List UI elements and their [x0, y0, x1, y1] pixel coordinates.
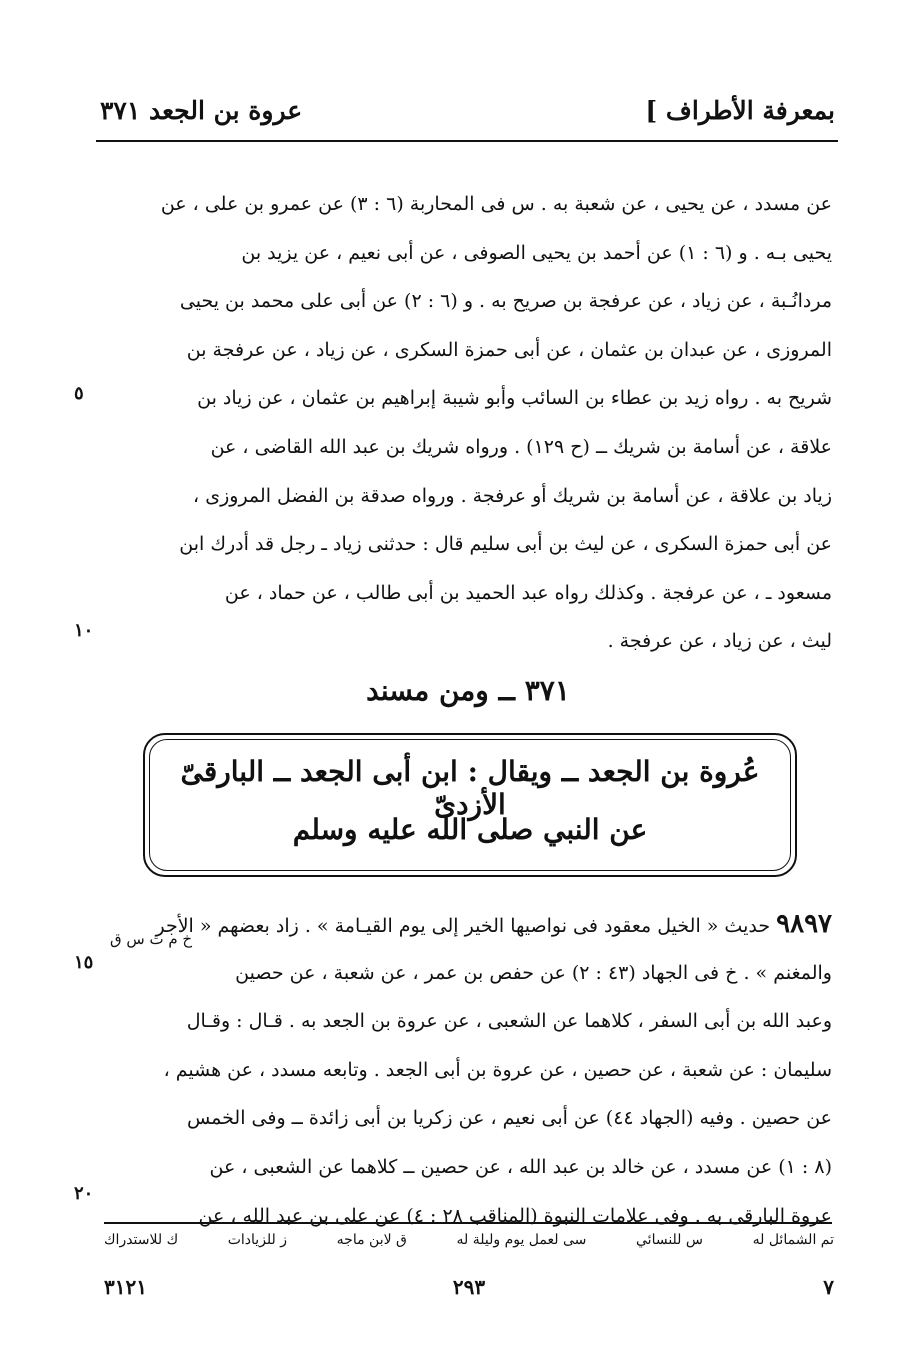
- siglum-item: تم الشمائل له: [752, 1232, 834, 1248]
- title-line-2: عن النبي صلى الله عليه وسلم: [292, 813, 648, 846]
- text-line: عروة البارقى به . وفى علامات النبوة (المناقب ٢٨ : ٤) عن على بن عبد الله ، عن: [198, 1204, 832, 1227]
- line-number-20: ٢٠: [74, 1183, 94, 1204]
- page-number: ٢٩٣: [452, 1275, 486, 1299]
- text-line: عن أبى حمزة السكرى ، عن ليث بن أبى سليم قال : حدثنى زياد ـ رجل قد أدرك ابن: [179, 533, 832, 556]
- hadith-number: ٩٨٩٧: [776, 909, 832, 939]
- running-head: [100, 96, 835, 136]
- text-line: (٨ : ١) عن مسدد ، عن خالد بن عبد الله ، عن حصين ــ كلاهما عن الشعبى ، عن: [209, 1155, 832, 1178]
- hadith-first-line-text: حديث « الخيل معقود فى نواصيها الخير إلى يوم القيـامة » . زاد بعضهم « الأجر: [155, 915, 771, 937]
- text-line: والمغنم » . خ فى الجهاد (٤٣ : ٢) عن حفص بن عمر ، عن شعبة ، عن حصين: [235, 961, 832, 984]
- footnote-sigla: [104, 1232, 834, 1248]
- running-head-right: بمعرفة الأطراف ]: [645, 96, 835, 125]
- text-block-1: [104, 180, 832, 666]
- text-line: سليمان : عن شعبة ، عن حصين ، عن عروة بن أبى الجعد . وتابعه مسدد ، عن هشيم ،: [163, 1058, 832, 1081]
- line-number-15: ١٥: [74, 952, 94, 973]
- line-number-10: ١٠: [74, 620, 94, 641]
- text-line: ليث ، عن زياد ، عن عرفجة .: [607, 630, 832, 653]
- line-number-5: ٥: [74, 383, 84, 404]
- header-rule: [96, 140, 838, 142]
- text-line: يحيى بـه . و (٦ : ١) عن أحمد بن يحيى الصوفى ، عن أبى نعيم ، عن يزيد بن: [241, 241, 832, 264]
- siglum-item: سى لعمل يوم وليلة له: [456, 1232, 587, 1248]
- text-line: مسعود ـ ، عن عرفجة . وكذلك رواه عبد الحميد بن أبى طالب ، عن حماد ، عن: [224, 581, 832, 604]
- footnote-rule: [104, 1222, 832, 1224]
- title-box: [143, 733, 797, 877]
- running-head-left: عروة بن الجعد ٣٧١: [100, 96, 303, 125]
- siglum-item: ز للزيادات: [227, 1232, 288, 1248]
- sequence-number: ٣١٢١: [104, 1275, 147, 1299]
- hadith-first-line: [104, 900, 832, 949]
- siglum-item: ق لابن ماجه: [336, 1232, 407, 1248]
- siglum-item: س للنسائي: [636, 1232, 703, 1248]
- volume-number: ٧: [823, 1275, 834, 1299]
- text-line: شريح به . رواه زيد بن عطاء بن السائب وأبو شيبة إبراهيم بن عثمان ، عن زياد بن: [197, 387, 832, 410]
- title-line-1: عُروة بن الجعد ــ ويقال : ابن أبى الجعد ــ البارقىّ الأزدىّ: [180, 755, 760, 821]
- text-line: عن حصين . وفيه (الجهاد ٤٤) عن أبى نعيم ، عن زكريا بن أبى زائدة ــ وفى الخمس: [186, 1107, 832, 1130]
- page-footer: [104, 1275, 834, 1305]
- text-line: وعبد الله بن أبى السفر ، كلاهما عن الشعبى ، عن عروة بن الجعد به . قـال : وقـال: [186, 1010, 832, 1033]
- text-line: زياد بن علاقة ، عن أسامة بن شريك أو عرفجة . ورواه صدقة بن الفضل المروزى ،: [193, 484, 832, 507]
- text-line: علاقة ، عن أسامة بن شريك ــ (ح ١٢٩) . ورواه شريك بن عبد الله القاضى ، عن: [210, 435, 832, 458]
- text-block-2: [104, 900, 832, 1240]
- siglum-item: ك للاستدراك: [104, 1232, 179, 1248]
- section-heading: ٣٧١ ــ ومن مسند: [366, 674, 570, 707]
- margin-siglum: خ م ت س ق: [110, 930, 193, 948]
- text-line: مردانُـبة ، عن زياد ، عن عرفجة بن صريح به . و (٦ : ٢) عن أبى على محمد بن يحيى: [179, 290, 832, 313]
- text-line: عن مسدد ، عن يحيى ، عن شعبة به . س فى المحاربة (٦ : ٣) عن عمرو بن على ، عن: [160, 193, 832, 215]
- text-line: المروزى ، عن عبدان بن عثمان ، عن أبى حمزة السكرى ، عن زياد ، عن عرفجة بن: [186, 338, 832, 361]
